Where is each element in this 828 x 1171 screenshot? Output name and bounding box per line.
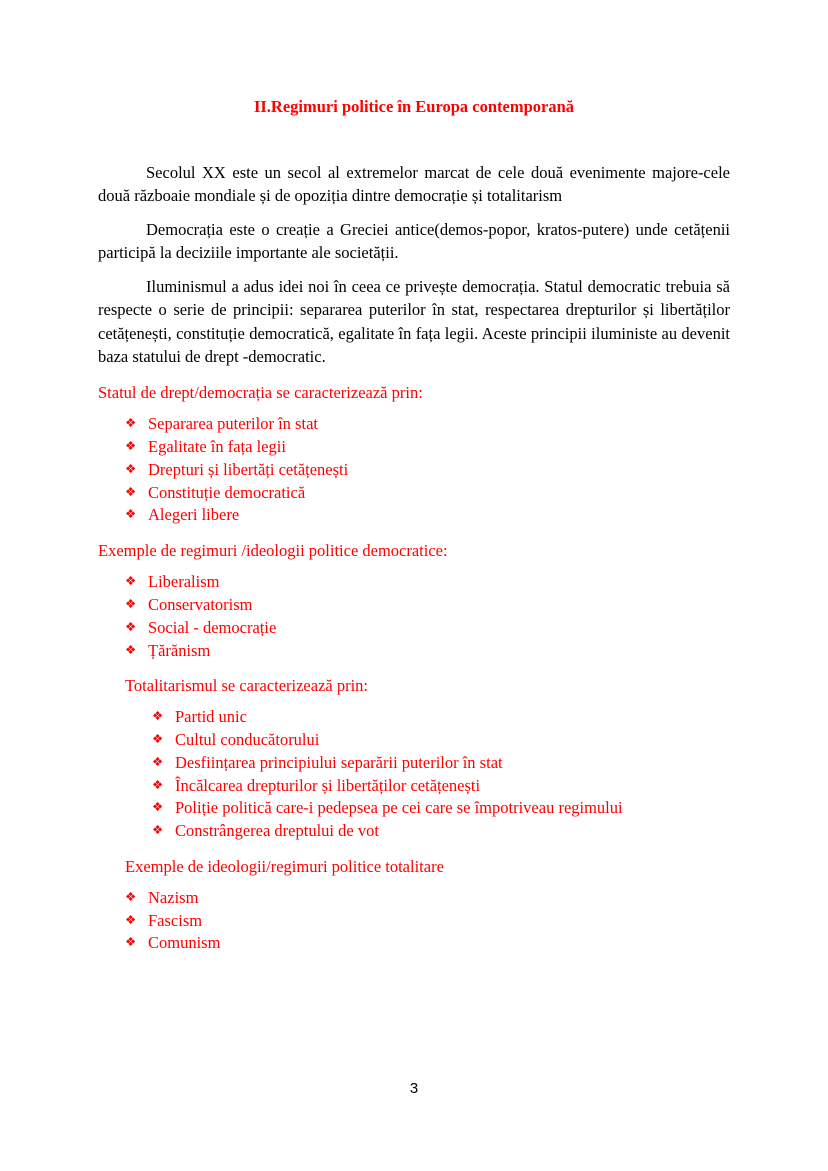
diamond-bullet-icon: ❖ [125,574,137,589]
list-item-text: Egalitate în fața legii [148,437,286,457]
list-item-text: Constrângerea dreptului de vot [175,821,379,841]
list-item [152,797,730,819]
diamond-bullet-icon: ❖ [125,912,137,927]
list-item-text: Cultul conducătorului [175,730,320,750]
list-democratic-examples [125,571,730,661]
diamond-bullet-icon: ❖ [152,754,164,769]
list-item [152,729,730,751]
list-item [152,706,730,728]
list-item-text: Încălcarea drepturilor și libertăților cetățenești [175,775,481,795]
list-item [125,482,730,504]
list-item [125,571,730,593]
list-item-text: Poliție politică care-i pedepsea pe cei care se împotriveau regimului [175,798,623,818]
list-item-text: Partid unic [175,707,247,727]
list-item-text: Conservatorism [148,594,253,614]
list-item-text: Nazism [148,887,199,907]
list-item-text: Constituție democratică [148,482,306,502]
list-item-text: Țărănism [148,640,211,660]
diamond-bullet-icon: ❖ [152,823,164,838]
list-item [152,820,730,842]
section-heading-totalitarian-examples: Exemple de ideologii/regimuri politice totalitare [125,856,444,876]
page-number: 3 [409,1080,419,1097]
diamond-bullet-icon: ❖ [125,642,137,657]
diamond-bullet-icon: ❖ [125,889,137,904]
section-heading-totalitarianism: Totalitarismul se caracterizează prin: [125,676,369,696]
list-totalitarian-examples [125,887,730,954]
paragraph-intro: Secolul XX este un secol al extremelor marcat de cele două evenimente majore-cele două războaie mondiale și de opoziția dintre democrație și totalitarism [98,163,730,206]
paragraph-enlightenment: Iluminismul a adus idei noi în ceea ce privește democrația. Statul democratic trebuia să respecte o serie de principii: separarea puterilor în stat, respectarea drepturilor și libertăților cetățenești, constituție democratică, egalitate în fața legii. Aceste principii iluministe au devenit baza statului de drept -democratic. [98,276,730,366]
diamond-bullet-icon: ❖ [152,777,164,792]
list-item-text: Liberalism [148,572,220,592]
list-item-text: Alegeri libere [148,505,240,525]
list-item [125,413,730,435]
paragraph-democracy: Democrația este o creație a Greciei antice(demos-popor, kratos-putere) unde cetățenii participă la deciziile importante ale societății. [98,219,730,263]
diamond-bullet-icon: ❖ [152,709,164,724]
list-rule-of-law [125,413,730,526]
list-item-text: Desființarea principiului separării puterilor în stat [175,752,503,772]
list-item [125,617,730,639]
diamond-bullet-icon: ❖ [125,416,137,431]
diamond-bullet-icon: ❖ [125,596,137,611]
list-item-text: Comunism [148,933,221,953]
document-title: II.Regimuri politice în Europa contemporană [253,97,575,116]
list-item [125,932,730,954]
diamond-bullet-icon: ❖ [125,461,137,476]
list-item [125,594,730,616]
list-item [152,752,730,774]
diamond-bullet-icon: ❖ [125,439,137,454]
list-item [125,436,730,458]
section-heading-rule-of-law: Statul de drept/democrația se caracterizează prin: [98,383,423,403]
list-item-text: Drepturi și libertăți cetățenești [148,459,349,479]
list-totalitarianism [152,706,730,842]
list-item [125,910,730,932]
diamond-bullet-icon: ❖ [125,484,137,499]
diamond-bullet-icon: ❖ [125,619,137,634]
diamond-bullet-icon: ❖ [152,732,164,747]
list-item [125,459,730,481]
section-heading-democratic-examples: Exemple de regimuri /ideologii politice democratice: [98,541,448,561]
list-item [125,504,730,526]
list-item [125,640,730,662]
list-item [152,775,730,797]
list-item-text: Social - democrație [148,617,277,637]
list-item [125,887,730,909]
diamond-bullet-icon: ❖ [125,935,137,950]
diamond-bullet-icon: ❖ [125,507,137,522]
diamond-bullet-icon: ❖ [152,800,164,815]
list-item-text: Fascism [148,910,203,930]
list-item-text: Separarea puterilor în stat [148,414,318,434]
